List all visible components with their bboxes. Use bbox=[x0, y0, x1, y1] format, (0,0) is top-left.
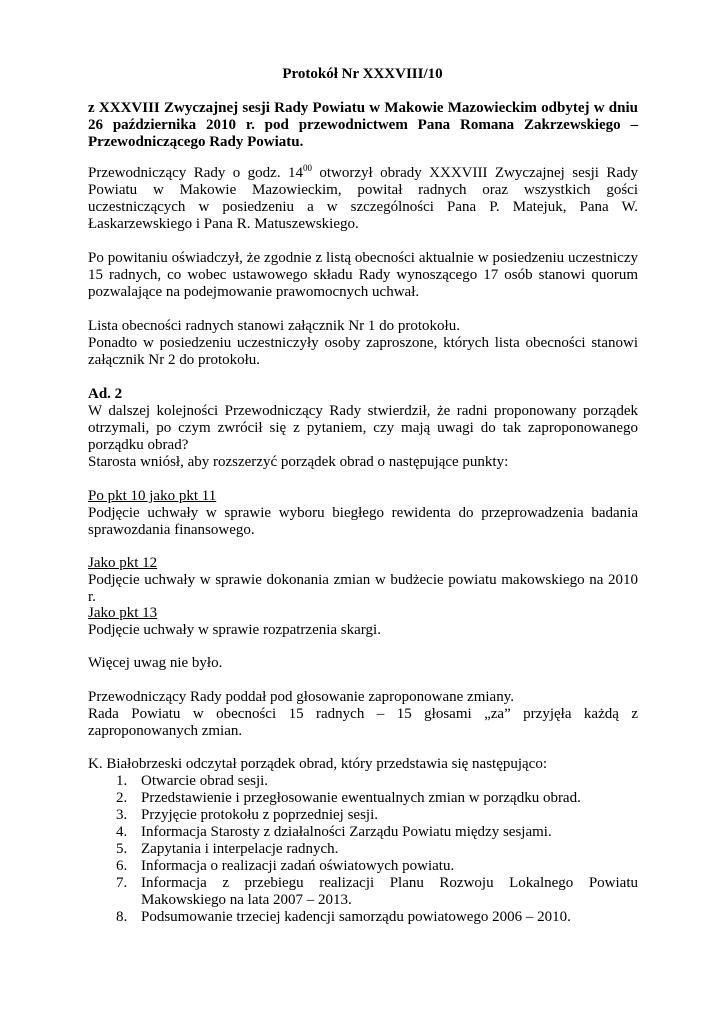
opening-time-minutes: 00 bbox=[302, 163, 312, 173]
agenda-item-text: Informacja z przebiegu realizacji Planu Rozwoju Lokalnego Powiatu Makowskiego na lata 2007 – 2013. bbox=[141, 875, 638, 908]
added-point-label: Jako pkt 12 bbox=[88, 555, 158, 571]
agenda-item-text: Informacja Starosty z działalności Zarządu Powiatu między sesjami. bbox=[141, 824, 552, 840]
added-point-11 bbox=[88, 488, 638, 539]
agenda-item-text: Przyjęcie protokołu z poprzedniej sesji. bbox=[141, 807, 379, 823]
ad2-section bbox=[88, 386, 638, 471]
agenda-item-text: Otwarcie obrad sesji. bbox=[141, 773, 269, 789]
agenda-item bbox=[88, 841, 638, 858]
opening-paragraph bbox=[88, 165, 638, 233]
agenda-item-text: Przedstawienie i przegłosowanie ewentualnych zmian w porządku obrad. bbox=[141, 790, 581, 806]
agenda-item-text: Zapytania i interpelacje radnych. bbox=[141, 841, 339, 857]
agenda-item-number: 4. bbox=[116, 824, 128, 840]
agenda-item bbox=[88, 824, 638, 841]
attendance-block bbox=[88, 318, 638, 369]
ad2-starosta-motion: Starosta wniósł, aby rozszerzyć porządek obrad o następujące punkty: bbox=[88, 454, 509, 470]
agenda-list bbox=[88, 773, 638, 926]
guests-list-note: Ponadto w posiedzeniu uczestniczyły osoby zaproszone, których lista obecności stanowi załącznik Nr 2 do protokołu. bbox=[88, 335, 638, 368]
agenda-item bbox=[88, 773, 638, 790]
agenda-item-number: 5. bbox=[116, 841, 128, 857]
attendance-list-note: Lista obecności radnych stanowi załącznik Nr 1 do protokołu. bbox=[88, 318, 460, 334]
session-subtitle: z XXXVIII Zwyczajnej sesji Rady Powiatu w Makowie Mazowieckim odbytej w dniu 26 października 2010 r. pod przewodnictwem Pana Romana Zakrzewskiego – Przewodniczącego Rady Powiatu. bbox=[88, 100, 638, 150]
agenda-item-text: Informacja o realizacji zadań oświatowych powiatu. bbox=[141, 858, 455, 874]
agenda-item-number: 8. bbox=[116, 909, 128, 925]
added-point-label: Po pkt 10 jako pkt 11 bbox=[88, 488, 217, 504]
added-point-12 bbox=[88, 555, 638, 606]
agenda-item bbox=[88, 790, 638, 807]
agenda-item bbox=[88, 858, 638, 875]
document-title: Protokół Nr XXXVIII/10 bbox=[282, 66, 443, 82]
agenda-item-number: 2. bbox=[116, 790, 128, 806]
agenda-item-number: 3. bbox=[116, 807, 128, 823]
no-remarks-note: Więcej uwag nie było. bbox=[88, 655, 223, 671]
agenda-item-number: 6. bbox=[116, 858, 128, 874]
quorum-paragraph: Po powitaniu oświadczył, że zgodnie z listą obecności aktualnie w posiedzeniu uczestniczy 15 radnych, co wobec ustawowego składu Rady wynoszącego 17 osób stanowi quorum pozwalające na podejmowanie prawomocnych uchwał. bbox=[88, 250, 638, 300]
added-point-text: Podjęcie uchwały w sprawie wyboru biegłego rewidenta do przeprowadzenia badania sprawozdania finansowego. bbox=[88, 505, 638, 538]
agenda-item-number: 7. bbox=[116, 875, 128, 891]
agenda-item bbox=[88, 909, 638, 926]
opening-text-before-time: Przewodniczący Rady o godz. 14 bbox=[88, 165, 303, 181]
added-point-text: Podjęcie uchwały w sprawie dokonania zmian w budżecie powiatu makowskiego na 2010 r. bbox=[88, 572, 638, 605]
added-point-text: Podjęcie uchwały w sprawie rozpatrzenia skargi. bbox=[88, 622, 381, 638]
vote-block bbox=[88, 689, 638, 740]
agenda-section bbox=[88, 756, 638, 926]
vote-intro: Przewodniczący Rady poddał pod głosowanie zaproponowane zmiany. bbox=[88, 689, 514, 705]
agenda-item bbox=[88, 875, 638, 909]
agenda-item bbox=[88, 807, 638, 824]
added-point-13 bbox=[88, 605, 638, 639]
agenda-item-text: Podsumowanie trzeciej kadencji samorządu powiatowego 2006 – 2010. bbox=[141, 909, 571, 925]
vote-result: Rada Powiatu w obecności 15 radnych – 15 głosami „za” przyjęła każdą z zaproponowanych zmian. bbox=[88, 706, 638, 739]
agenda-item-number: 1. bbox=[116, 773, 128, 789]
ad2-heading: Ad. 2 bbox=[88, 386, 123, 402]
agenda-intro: K. Białobrzeski odczytał porządek obrad, który przedstawia się następująco: bbox=[88, 756, 548, 772]
added-point-label: Jako pkt 13 bbox=[88, 605, 158, 621]
opening-text-after-time: otworzył obrady XXXVIII Zwyczajnej sesji Rady Powiatu w Makowie Mazowieckim, powitał radnych oraz wszystkich gości uczestniczących w posiedzeniu a w szczególności Pana P. Matejuk, Pana W. Łaskarzewskiego i Pana R. Matuszewskiego. bbox=[88, 165, 638, 232]
ad2-text: W dalszej kolejności Przewodniczący Rady stwierdził, że radni proponowany porządek otrzymali, po czym zwrócił się z pytaniem, czy mają uwagi do tak zaproponowanego porządku obrad? bbox=[88, 403, 638, 453]
